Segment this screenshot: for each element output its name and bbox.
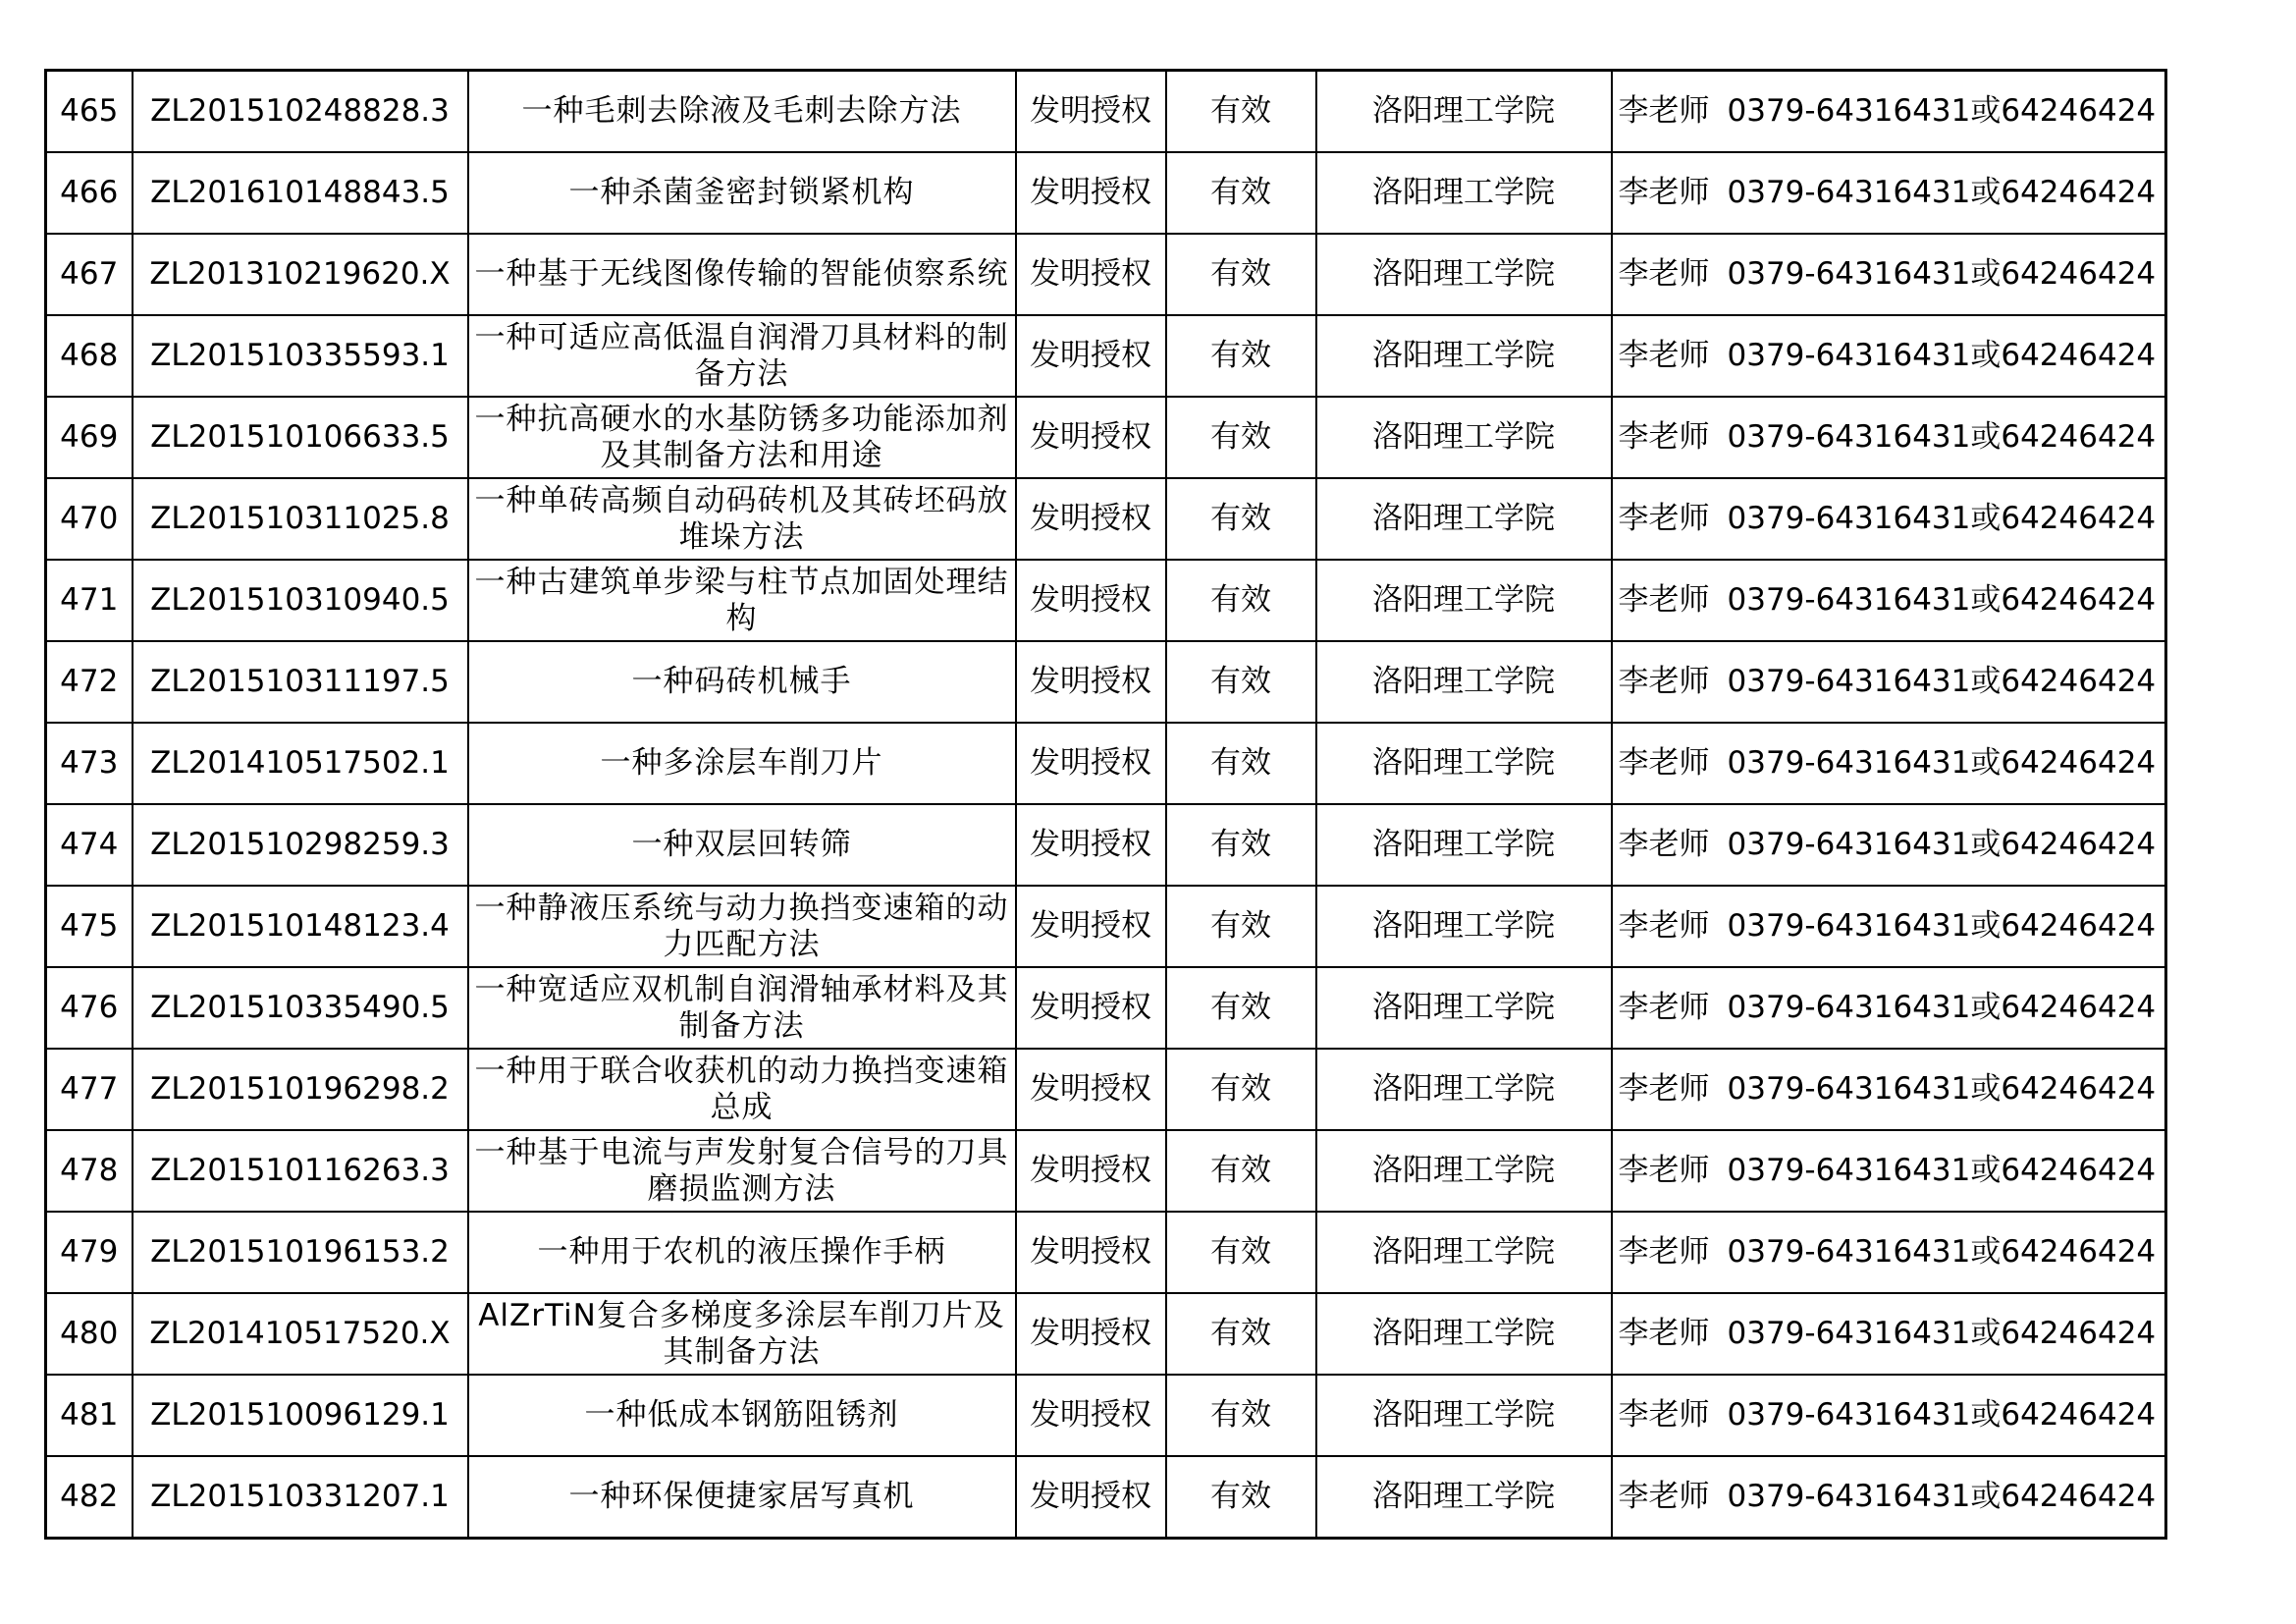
- contact-name: 李老师: [1618, 1316, 1710, 1351]
- organization-cell: 洛阳理工学院: [1316, 967, 1612, 1049]
- contact-cell: [1612, 71, 2166, 153]
- row-number-cell: 481: [46, 1375, 133, 1456]
- organization-cell: 洛阳理工学院: [1316, 1456, 1612, 1539]
- contact-phone: 0379-64316431或64246424: [1727, 338, 2157, 373]
- patent-title-cell: 一种多涂层车削刀片: [468, 723, 1016, 804]
- patent-type-cell: 发明授权: [1016, 641, 1166, 723]
- contact-name: 李老师: [1618, 1071, 1710, 1107]
- table-row: [46, 152, 2166, 234]
- patent-type-cell: 发明授权: [1016, 1456, 1166, 1539]
- patent-title-cell: 一种单砖高频自动码砖机及其砖坯码放堆垛方法: [468, 478, 1016, 560]
- contact-cell: [1612, 723, 2166, 804]
- contact-phone: 0379-64316431或64246424: [1727, 175, 2157, 210]
- contact-cell: [1612, 234, 2166, 315]
- row-number-cell: 473: [46, 723, 133, 804]
- contact-cell: [1612, 1049, 2166, 1130]
- patent-title-cell: AlZrTiN复合多梯度多涂层车削刀片及其制备方法: [468, 1293, 1016, 1375]
- row-number-cell: 477: [46, 1049, 133, 1130]
- contact-cell: [1612, 1293, 2166, 1375]
- contact-phone: 0379-64316431或64246424: [1727, 664, 2157, 699]
- patent-number-cell: ZL201510116263.3: [133, 1130, 468, 1212]
- table-row: [46, 1293, 2166, 1375]
- patent-type-cell: 发明授权: [1016, 1293, 1166, 1375]
- patent-status-cell: 有效: [1166, 152, 1316, 234]
- patent-title-cell: 一种基于无线图像传输的智能侦察系统: [468, 234, 1016, 315]
- contact-cell: [1612, 152, 2166, 234]
- patent-title-cell: 一种毛刺去除液及毛刺去除方法: [468, 71, 1016, 153]
- organization-cell: 洛阳理工学院: [1316, 560, 1612, 641]
- patent-number-cell: ZL201510148123.4: [133, 886, 468, 967]
- patent-status-cell: 有效: [1166, 234, 1316, 315]
- patent-title-cell: 一种用于联合收获机的动力换挡变速箱总成: [468, 1049, 1016, 1130]
- patent-number-cell: ZL201410517520.X: [133, 1293, 468, 1375]
- contact-name: 李老师: [1618, 175, 1710, 210]
- patent-title-cell: 一种用于农机的液压操作手柄: [468, 1212, 1016, 1293]
- table-row: [46, 560, 2166, 641]
- patent-number-cell: ZL201510298259.3: [133, 804, 468, 886]
- organization-cell: 洛阳理工学院: [1316, 886, 1612, 967]
- contact-cell: [1612, 641, 2166, 723]
- organization-cell: 洛阳理工学院: [1316, 641, 1612, 723]
- contact-phone: 0379-64316431或64246424: [1727, 256, 2157, 292]
- patent-title-cell: 一种古建筑单步梁与柱节点加固处理结构: [468, 560, 1016, 641]
- contact-phone: 0379-64316431或64246424: [1727, 745, 2157, 781]
- contact-cell: [1612, 1212, 2166, 1293]
- patent-type-cell: 发明授权: [1016, 1130, 1166, 1212]
- patent-number-cell: ZL201510106633.5: [133, 397, 468, 478]
- patent-number-cell: ZL201510248828.3: [133, 71, 468, 153]
- contact-cell: [1612, 1375, 2166, 1456]
- organization-cell: 洛阳理工学院: [1316, 71, 1612, 153]
- table-row: [46, 1212, 2166, 1293]
- patent-number-cell: ZL201510331207.1: [133, 1456, 468, 1539]
- table-row: [46, 723, 2166, 804]
- patent-status-cell: 有效: [1166, 723, 1316, 804]
- contact-name: 李老师: [1618, 745, 1710, 781]
- patent-type-cell: 发明授权: [1016, 1212, 1166, 1293]
- table-row: [46, 967, 2166, 1049]
- patent-table: [44, 69, 2167, 1540]
- patent-type-cell: 发明授权: [1016, 152, 1166, 234]
- organization-cell: 洛阳理工学院: [1316, 478, 1612, 560]
- contact-cell: [1612, 804, 2166, 886]
- table-row: [46, 234, 2166, 315]
- patent-title-cell: 一种静液压系统与动力换挡变速箱的动力匹配方法: [468, 886, 1016, 967]
- contact-phone: 0379-64316431或64246424: [1727, 582, 2157, 618]
- patent-number-cell: ZL201510310940.5: [133, 560, 468, 641]
- patent-title-cell: 一种宽适应双机制自润滑轴承材料及其制备方法: [468, 967, 1016, 1049]
- patent-status-cell: 有效: [1166, 71, 1316, 153]
- contact-phone: 0379-64316431或64246424: [1727, 827, 2157, 862]
- row-number-cell: 476: [46, 967, 133, 1049]
- row-number-cell: 471: [46, 560, 133, 641]
- patent-type-cell: 发明授权: [1016, 478, 1166, 560]
- patent-number-cell: ZL201510196298.2: [133, 1049, 468, 1130]
- patent-type-cell: 发明授权: [1016, 1375, 1166, 1456]
- contact-name: 李老师: [1618, 501, 1710, 536]
- patent-status-cell: 有效: [1166, 886, 1316, 967]
- organization-cell: 洛阳理工学院: [1316, 1293, 1612, 1375]
- contact-cell: [1612, 478, 2166, 560]
- contact-name: 李老师: [1618, 338, 1710, 373]
- patent-status-cell: 有效: [1166, 315, 1316, 397]
- row-number-cell: 479: [46, 1212, 133, 1293]
- contact-name: 李老师: [1618, 664, 1710, 699]
- contact-name: 李老师: [1618, 1153, 1710, 1188]
- patent-title-cell: 一种杀菌釜密封锁紧机构: [468, 152, 1016, 234]
- contact-name: 李老师: [1618, 93, 1710, 129]
- patent-number-cell: ZL201510335490.5: [133, 967, 468, 1049]
- contact-name: 李老师: [1618, 1397, 1710, 1433]
- organization-cell: 洛阳理工学院: [1316, 723, 1612, 804]
- row-number-cell: 480: [46, 1293, 133, 1375]
- contact-name: 李老师: [1618, 582, 1710, 618]
- table-row: [46, 397, 2166, 478]
- patent-number-cell: ZL201510096129.1: [133, 1375, 468, 1456]
- row-number-cell: 466: [46, 152, 133, 234]
- row-number-cell: 470: [46, 478, 133, 560]
- contact-phone: 0379-64316431或64246424: [1727, 990, 2157, 1025]
- patent-number-cell: ZL201510196153.2: [133, 1212, 468, 1293]
- contact-phone: 0379-64316431或64246424: [1727, 1234, 2157, 1270]
- row-number-cell: 474: [46, 804, 133, 886]
- patent-title-cell: 一种低成本钢筋阻锈剂: [468, 1375, 1016, 1456]
- patent-type-cell: 发明授权: [1016, 397, 1166, 478]
- table-row: [46, 1049, 2166, 1130]
- row-number-cell: 467: [46, 234, 133, 315]
- organization-cell: 洛阳理工学院: [1316, 804, 1612, 886]
- table-row: [46, 804, 2166, 886]
- patent-status-cell: 有效: [1166, 967, 1316, 1049]
- table-body: [46, 71, 2166, 1539]
- contact-phone: 0379-64316431或64246424: [1727, 501, 2157, 536]
- contact-phone: 0379-64316431或64246424: [1727, 1153, 2157, 1188]
- table-row: [46, 1456, 2166, 1539]
- contact-phone: 0379-64316431或64246424: [1727, 1316, 2157, 1351]
- patent-type-cell: 发明授权: [1016, 1049, 1166, 1130]
- patent-status-cell: 有效: [1166, 1293, 1316, 1375]
- table-row: [46, 641, 2166, 723]
- patent-status-cell: 有效: [1166, 560, 1316, 641]
- contact-phone: 0379-64316431或64246424: [1727, 908, 2157, 944]
- row-number-cell: 482: [46, 1456, 133, 1539]
- contact-phone: 0379-64316431或64246424: [1727, 93, 2157, 129]
- table-row: [46, 478, 2166, 560]
- patent-type-cell: 发明授权: [1016, 886, 1166, 967]
- contact-cell: [1612, 1456, 2166, 1539]
- contact-cell: [1612, 1130, 2166, 1212]
- patent-type-cell: 发明授权: [1016, 967, 1166, 1049]
- organization-cell: 洛阳理工学院: [1316, 1375, 1612, 1456]
- patent-number-cell: ZL201410517502.1: [133, 723, 468, 804]
- patent-type-cell: 发明授权: [1016, 804, 1166, 886]
- patent-status-cell: 有效: [1166, 397, 1316, 478]
- patent-type-cell: 发明授权: [1016, 71, 1166, 153]
- row-number-cell: 475: [46, 886, 133, 967]
- patent-type-cell: 发明授权: [1016, 723, 1166, 804]
- patent-number-cell: ZL201510311197.5: [133, 641, 468, 723]
- patent-status-cell: 有效: [1166, 1456, 1316, 1539]
- organization-cell: 洛阳理工学院: [1316, 152, 1612, 234]
- patent-status-cell: 有效: [1166, 1130, 1316, 1212]
- organization-cell: 洛阳理工学院: [1316, 1130, 1612, 1212]
- table-row: [46, 1130, 2166, 1212]
- patent-status-cell: 有效: [1166, 478, 1316, 560]
- patent-number-cell: ZL201510335593.1: [133, 315, 468, 397]
- contact-name: 李老师: [1618, 256, 1710, 292]
- organization-cell: 洛阳理工学院: [1316, 234, 1612, 315]
- table-row: [46, 886, 2166, 967]
- patent-type-cell: 发明授权: [1016, 560, 1166, 641]
- row-number-cell: 472: [46, 641, 133, 723]
- patent-status-cell: 有效: [1166, 1375, 1316, 1456]
- table-row: [46, 71, 2166, 153]
- contact-name: 李老师: [1618, 908, 1710, 944]
- contact-phone: 0379-64316431或64246424: [1727, 419, 2157, 455]
- organization-cell: 洛阳理工学院: [1316, 397, 1612, 478]
- row-number-cell: 469: [46, 397, 133, 478]
- contact-cell: [1612, 560, 2166, 641]
- contact-cell: [1612, 397, 2166, 478]
- patent-status-cell: 有效: [1166, 1049, 1316, 1130]
- contact-name: 李老师: [1618, 827, 1710, 862]
- patent-status-cell: 有效: [1166, 1212, 1316, 1293]
- patent-status-cell: 有效: [1166, 641, 1316, 723]
- patent-number-cell: ZL201610148843.5: [133, 152, 468, 234]
- organization-cell: 洛阳理工学院: [1316, 315, 1612, 397]
- patent-number-cell: ZL201510311025.8: [133, 478, 468, 560]
- contact-phone: 0379-64316431或64246424: [1727, 1397, 2157, 1433]
- patent-status-cell: 有效: [1166, 804, 1316, 886]
- patent-title-cell: 一种抗高硬水的水基防锈多功能添加剂及其制备方法和用途: [468, 397, 1016, 478]
- contact-phone: 0379-64316431或64246424: [1727, 1479, 2157, 1514]
- patent-number-cell: ZL201310219620.X: [133, 234, 468, 315]
- patent-type-cell: 发明授权: [1016, 234, 1166, 315]
- contact-phone: 0379-64316431或64246424: [1727, 1071, 2157, 1107]
- patent-title-cell: 一种基于电流与声发射复合信号的刀具磨损监测方法: [468, 1130, 1016, 1212]
- row-number-cell: 465: [46, 71, 133, 153]
- organization-cell: 洛阳理工学院: [1316, 1212, 1612, 1293]
- row-number-cell: 468: [46, 315, 133, 397]
- patent-title-cell: 一种码砖机械手: [468, 641, 1016, 723]
- contact-name: 李老师: [1618, 1234, 1710, 1270]
- row-number-cell: 478: [46, 1130, 133, 1212]
- contact-name: 李老师: [1618, 990, 1710, 1025]
- contact-cell: [1612, 315, 2166, 397]
- patent-title-cell: 一种环保便捷家居写真机: [468, 1456, 1016, 1539]
- organization-cell: 洛阳理工学院: [1316, 1049, 1612, 1130]
- table-row: [46, 1375, 2166, 1456]
- patent-title-cell: 一种可适应高低温自润滑刀具材料的制备方法: [468, 315, 1016, 397]
- contact-cell: [1612, 886, 2166, 967]
- table-row: [46, 315, 2166, 397]
- patent-type-cell: 发明授权: [1016, 315, 1166, 397]
- patent-title-cell: 一种双层回转筛: [468, 804, 1016, 886]
- contact-name: 李老师: [1618, 419, 1710, 455]
- contact-name: 李老师: [1618, 1479, 1710, 1514]
- contact-cell: [1612, 967, 2166, 1049]
